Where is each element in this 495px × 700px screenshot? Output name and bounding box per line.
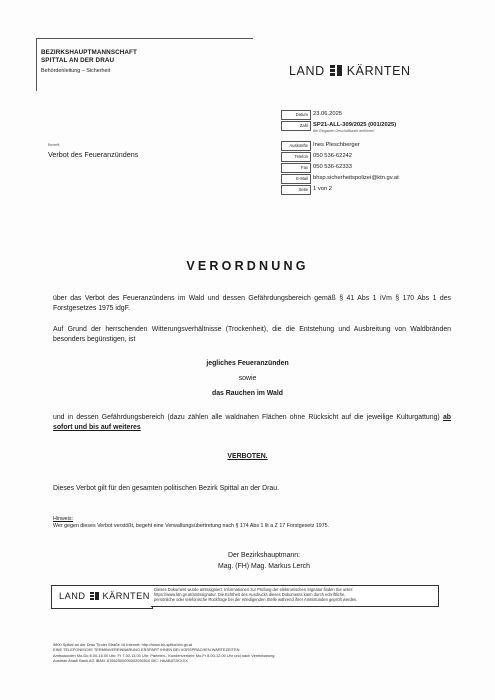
authority-line2: SPITTAL AN DER DRAU bbox=[41, 57, 115, 64]
hinweis-label: Hinweis: bbox=[53, 516, 74, 522]
meta-label: Seite bbox=[281, 185, 311, 195]
paragraph-2: Auf Grund der herrschenden Witterungsverhältnisse (Trockenheit), die die Entstehung und Ausbreitung von Waldbränden besonders begünstigen, ist bbox=[53, 326, 451, 343]
footer-logo-box bbox=[51, 585, 153, 609]
meta-row-seite bbox=[281, 185, 461, 195]
meta-row-telefon bbox=[281, 152, 461, 162]
verboten-heading: VERBOTEN. bbox=[227, 453, 268, 460]
meta-value: bhsp.sicherheitspolizei@ktn.gv.at bbox=[313, 175, 399, 181]
subject-text: Verbot des Feueranzündens bbox=[48, 150, 139, 159]
land-kaernten-mark-icon bbox=[90, 592, 99, 600]
meta-row-fax bbox=[281, 163, 461, 173]
logo-left-text: LAND bbox=[289, 64, 325, 78]
paragraph-3 bbox=[53, 413, 451, 433]
logo-right-text: KÄRNTEN bbox=[346, 64, 411, 78]
footer-logo bbox=[59, 591, 150, 601]
meta-value: 23.06.2025 bbox=[313, 111, 343, 117]
meta-label: Auskünfte bbox=[281, 141, 311, 151]
signature-notice-line: persönliche oder telefonische Rückfrage bei der erledigenden Stelle während ihrer Amtsstunden geprüft werden. bbox=[154, 597, 358, 602]
authority-name bbox=[41, 49, 137, 65]
footer-logo-left: LAND bbox=[59, 591, 86, 601]
contact-line: Amtsstunden Mo-Do 8.00-16.00 Uhr, Fr 7.30-13.00 Uhr; Parteien-, Kundenverkehr Mo-Fr 8.00-12.00 Uhr und nach Vereinbarung bbox=[53, 652, 275, 658]
meta-label: Datum bbox=[281, 110, 311, 120]
subject-label: Betreff: bbox=[48, 143, 61, 147]
meta-note: Bei Eingaben Geschäftszahl anführen! bbox=[313, 129, 375, 133]
meta-row-auskuenfte bbox=[281, 141, 461, 151]
document-title: VERORDNUNG bbox=[186, 259, 309, 273]
authority-line1: BEZIRKSHAUPTMANNSCHAFT bbox=[41, 49, 137, 56]
paragraph-4: Dieses Verbot gilt für den gesamten politischen Bezirk Spittal an der Drau. bbox=[53, 485, 279, 492]
meta-value: 050 536-62333 bbox=[313, 164, 353, 170]
contact-line: 9800 Spittal an der Drau Tiroler Straße 16 Internet: http://www.bh-spittal.ktn.gv.at bbox=[53, 642, 192, 647]
meta-value: 050 536-62242 bbox=[313, 153, 353, 159]
signature-name: Mag. (FH) Mag. Markus Lerch bbox=[218, 563, 310, 570]
paragraph-3-text: und in dessen Gefährdungsbereich (dazu zählen alle waldnahen Flächen ohne Rücksicht auf die jeweilige Kulturgattung) bbox=[53, 414, 443, 421]
footer-contact bbox=[53, 642, 274, 664]
meta-label: E-Mail bbox=[281, 174, 311, 184]
signature-notice-line: Dieses Dokument wurde amtssigniert. Informationen zur Prüfung der elektronischen Signatur finden Sie unter: bbox=[154, 587, 354, 592]
department: Behördenleitung – Sicherheit bbox=[41, 68, 111, 74]
footer-logo-right: KÄRNTEN bbox=[102, 591, 150, 601]
meta-value: SP21-ALL-309/2025 (001/2025) bbox=[313, 122, 397, 128]
meta-row-datum bbox=[281, 110, 461, 120]
meta-value: 1 von 2 bbox=[313, 186, 333, 192]
paragraph-3-emphasis: ab sofort und bis auf weiteres bbox=[53, 414, 451, 431]
hinweis-text: Wer gegen dieses Verbot verstößt, begeht eine Verwaltungsübertretung nach § 174 Abs 1 lit a Z 17 Forstgesetz 1975. bbox=[53, 523, 330, 529]
land-kaernten-logo bbox=[289, 64, 411, 78]
prohibited-item-1: jegliches Feueranzünden bbox=[206, 360, 289, 367]
meta-row-zahl bbox=[281, 121, 461, 131]
signature-notice bbox=[151, 585, 439, 607]
contact-line: Austrian Anadi Bank AG IBAN: AT652500000002050510 BIC: HAABAT2KXXX bbox=[53, 658, 188, 664]
land-kaernten-mark-icon bbox=[330, 65, 342, 76]
prohibited-item-2: das Rauchen im Wald bbox=[212, 390, 283, 397]
contact-line: EINE TELEFONISCHE TERMINVEREINBARUNG ERSPART IHNEN BEI VORSPRACHEN WARTEZEITEN bbox=[53, 647, 240, 653]
meta-label: Telefon bbox=[281, 152, 311, 162]
authority-block bbox=[36, 38, 253, 91]
signature-notice-line: https://www.ktn.gv.at/amtssignatur. Die Echtheit des Ausdrucks dieses Dokuments kann durch schriftliche, bbox=[154, 592, 346, 597]
connector-text: sowie bbox=[238, 375, 257, 382]
meta-value: Ines Pleschberger bbox=[313, 142, 360, 148]
paragraph-1: über das Verbot des Feueranzündens im Wald und dessen Gefährdungsbereich gemäß § 41 Abs 1 iVm § 170 Abs 1 des Forstgesetzes 1975 idgF. bbox=[53, 295, 451, 312]
signature-role: Der Bezirkshauptmann: bbox=[227, 552, 300, 559]
meta-row-email bbox=[281, 174, 461, 184]
meta-label: Zahl bbox=[281, 121, 311, 131]
meta-label: Fax bbox=[281, 163, 311, 173]
